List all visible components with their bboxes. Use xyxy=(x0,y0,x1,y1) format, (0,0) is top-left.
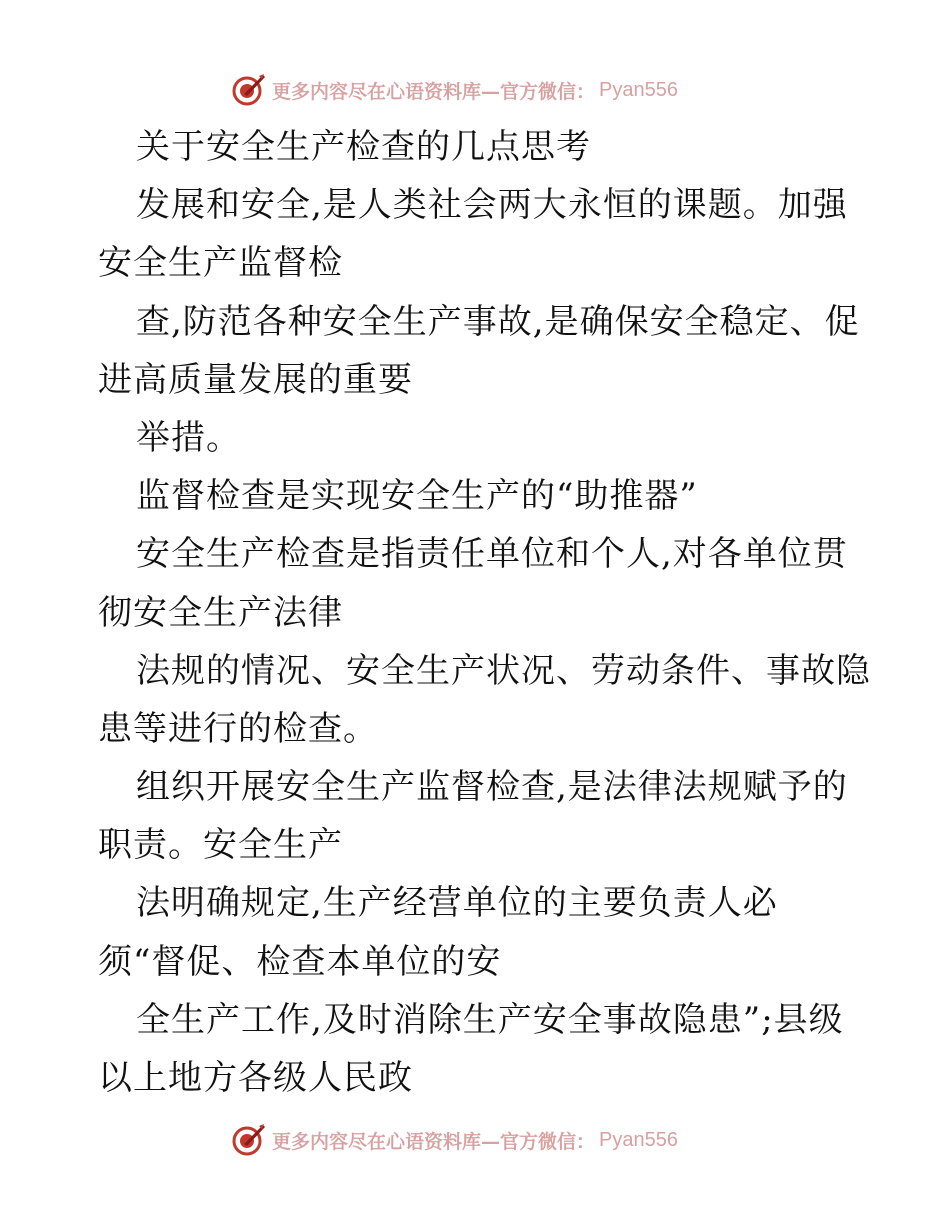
text-line: 须“督促、检查本单位的安 xyxy=(98,941,502,982)
text-line: 发展和安全,是人类社会两大永恒的课题。加强 xyxy=(136,185,848,226)
text-line: 组织开展安全生产监督检查,是法律法规赋予的 xyxy=(136,767,848,808)
text-line: 查,防范各种安全生产事故,是确保安全稳定、促 xyxy=(136,301,860,342)
quill-pen-logo-icon xyxy=(230,1122,266,1158)
text-line: 监督检查是实现安全生产的“助推器” xyxy=(136,476,698,517)
banner-text: 更多内容尽在心语资料库—官方微信： xyxy=(272,1130,596,1153)
text-line: 进高质量发展的重要 xyxy=(98,359,413,400)
text-line: 彻安全生产法律 xyxy=(98,592,343,633)
text-line: 职责。安全生产 xyxy=(98,825,343,866)
banner-text: 更多内容尽在心语资料库—官方微信： xyxy=(272,80,596,103)
text-line: 患等进行的检查。 xyxy=(98,708,378,749)
wechat-id: Pyan556 xyxy=(599,78,678,101)
text-line: 安全生产检查是指责任单位和个人,对各单位贯 xyxy=(136,534,848,575)
quill-pen-logo-icon xyxy=(230,72,266,108)
header-banner xyxy=(230,70,678,110)
text-line: 安全生产监督检 xyxy=(98,243,343,284)
wechat-id: Pyan556 xyxy=(599,1128,678,1151)
text-line: 以上地方各级人民政 xyxy=(98,1058,413,1098)
text-line: 全生产工作,及时消除生产安全事故隐患”;县级 xyxy=(136,999,844,1040)
text-line: 法规的情况、安全生产状况、劳动条件、事故隐 xyxy=(136,650,871,691)
text-line: 举措。 xyxy=(136,417,241,458)
document-body xyxy=(98,118,871,1107)
text-line: 关于安全生产检查的几点思考 xyxy=(136,127,591,167)
footer-banner xyxy=(230,1120,678,1160)
text-line: 法明确规定,生产经营单位的主要负责人必 xyxy=(136,883,778,924)
